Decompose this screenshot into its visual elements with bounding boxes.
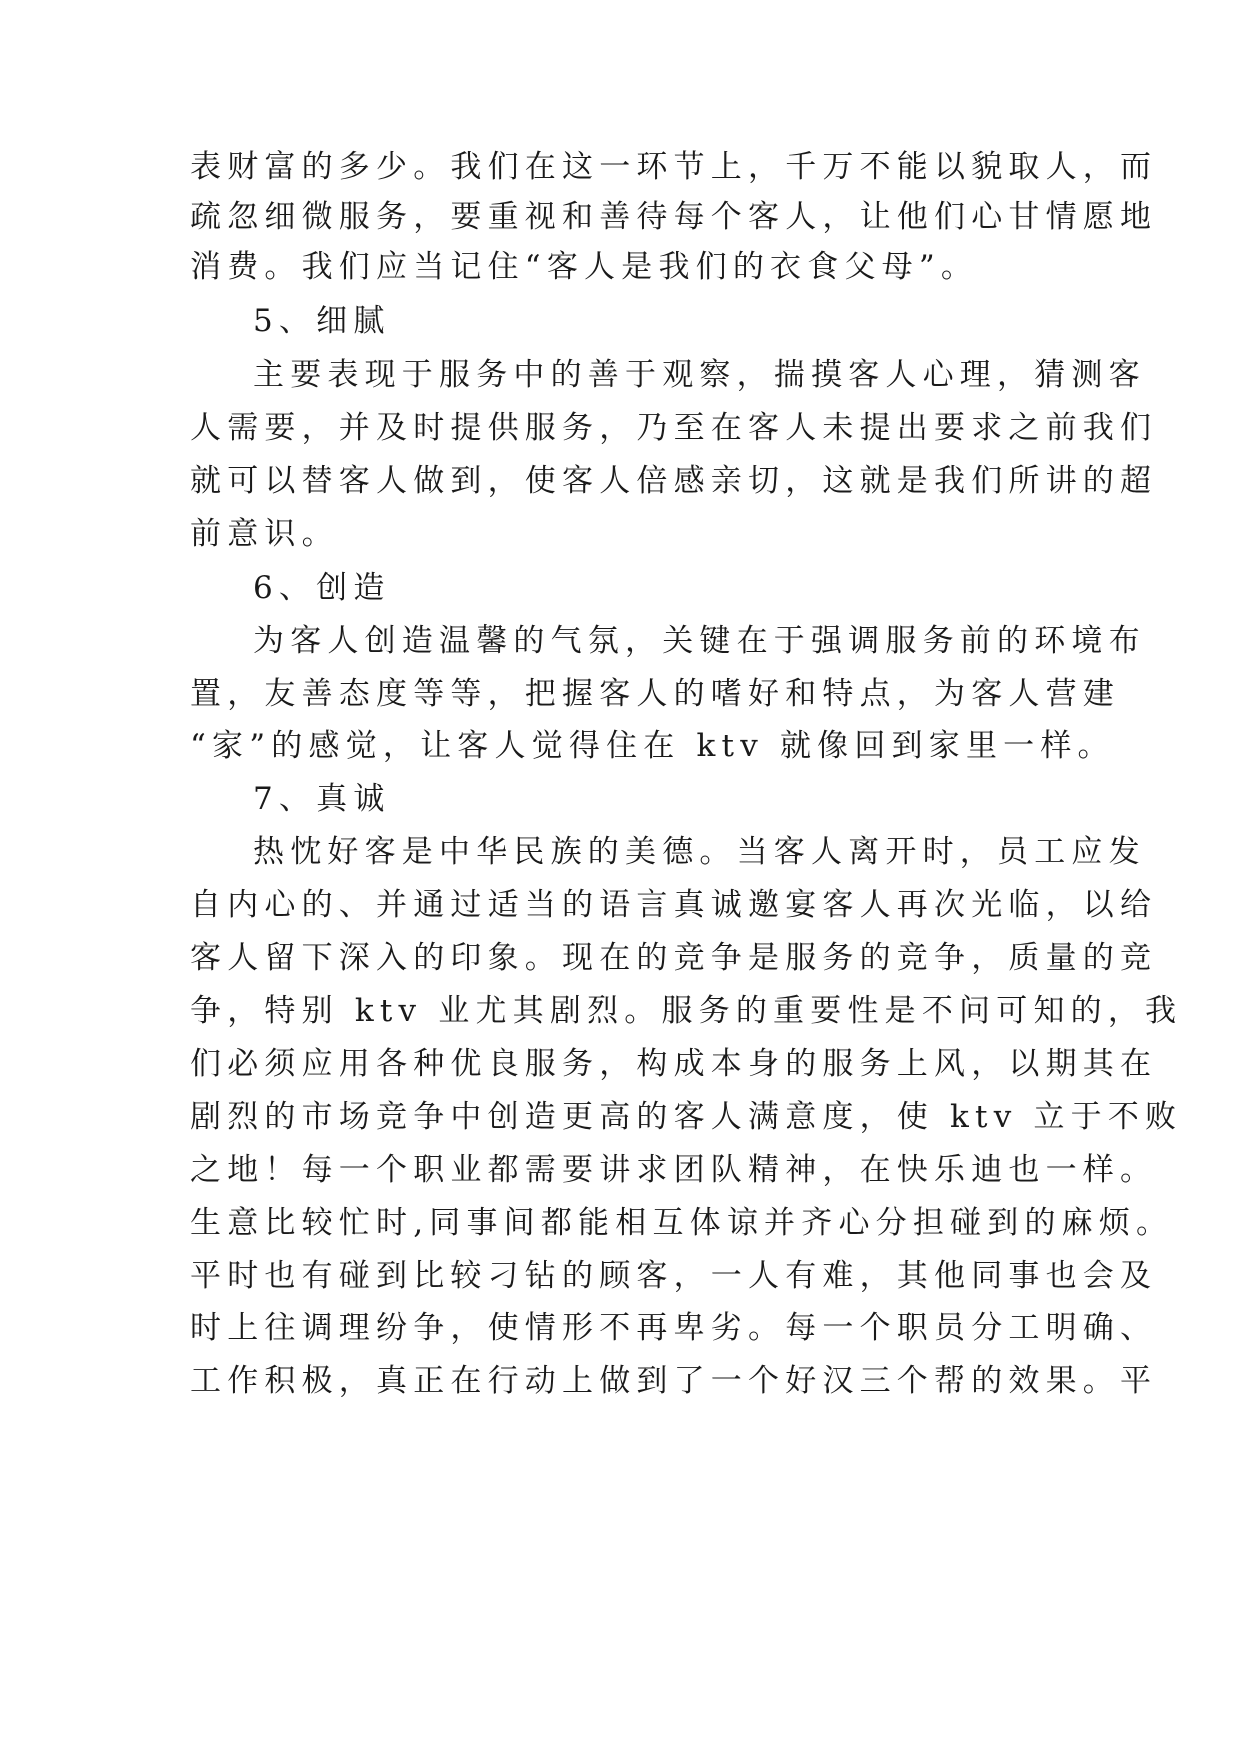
- paragraph-line: 主要表现于服务中的善于观察，揣摸客人心理，猜测客: [253, 357, 1146, 393]
- paragraph-line: 疏忽细微服务，要重视和善待每个客人，让他们心甘情愿地: [190, 199, 1158, 235]
- paragraph-line: 消费。我们应当记住“客人是我们的衣食父母”。: [190, 249, 979, 285]
- paragraph-line: 人需要，并及时提供服务，乃至在客人未提出要求之前我们: [190, 410, 1158, 446]
- section-heading: 5、细腻: [253, 303, 391, 339]
- paragraph-line: “家”的感觉，让客人觉得住在 ktv 就像回到家里一样。: [190, 728, 1115, 764]
- paragraph-line: 平时也有碰到比较刁钻的顾客，一人有难，其他同事也会及: [190, 1258, 1158, 1294]
- paragraph-line: 剧烈的市场竞争中创造更高的客人满意度，使 ktv 立于不败: [190, 1099, 1183, 1135]
- section-heading: 6、创造: [253, 570, 391, 606]
- paragraph-line: 表财富的多少。我们在这一环节上，千万不能以貌取人，而: [190, 149, 1158, 185]
- paragraph-line: 争，特别 ktv 业尤其剧烈。服务的重要性是不问可知的，我: [190, 993, 1183, 1029]
- paragraph-line: 热忱好客是中华民族的美德。当客人离开时，员工应发: [253, 834, 1146, 870]
- paragraph-line: 就可以替客人做到，使客人倍感亲切，这就是我们所讲的超: [190, 463, 1158, 499]
- section-heading: 7、真诚: [253, 781, 391, 817]
- paragraph-line: 自内心的、并通过适当的语言真诚邀宴客人再次光临，以给: [190, 887, 1158, 923]
- paragraph-line: 为客人创造温馨的气氛，关键在于强调服务前的环境布: [253, 623, 1146, 659]
- paragraph-line: 置，友善态度等等，把握客人的嗜好和特点，为客人营建: [190, 676, 1120, 712]
- paragraph-line: 们必须应用各种优良服务，构成本身的服务上风，以期其在: [190, 1046, 1158, 1082]
- paragraph-line: 工作积极，真正在行动上做到了一个好汉三个帮的效果。平: [190, 1363, 1158, 1399]
- paragraph-line: 之地！每一个职业都需要讲求团队精神，在快乐迪也一样。: [190, 1152, 1158, 1188]
- paragraph-line: 客人留下深入的印象。现在的竞争是服务的竞争，质量的竞: [190, 940, 1158, 976]
- paragraph-line: 前意识。: [190, 516, 339, 552]
- paragraph-line: 时上往调理纷争，使情形不再卑劣。每一个职员分工明确、: [190, 1310, 1158, 1346]
- paragraph-line: 生意比较忙时,同事间都能相互体谅并齐心分担碰到的麻烦。: [190, 1205, 1174, 1241]
